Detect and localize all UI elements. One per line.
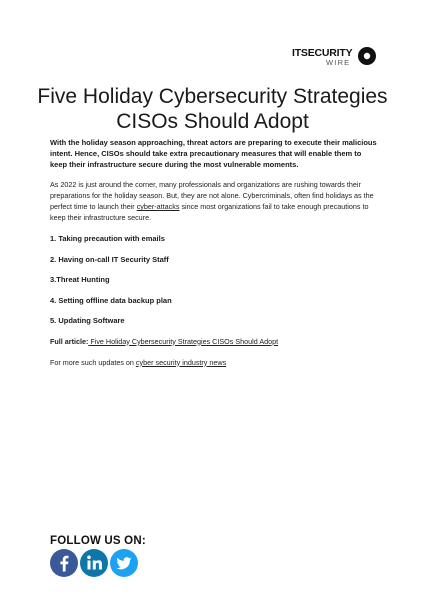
- body-text-end: since most organizations fail to take enough precautions to keep their infrastructure secure.: [50, 202, 369, 222]
- list-item: 3.Threat Hunting: [50, 275, 110, 284]
- list-item: 1. Taking precaution with emails: [50, 234, 165, 243]
- twitter-icon[interactable]: [110, 549, 138, 577]
- follow-us-label: FOLLOW US ON:: [50, 535, 146, 547]
- full-article-line: [50, 337, 378, 347]
- more-updates-text: For more such updates on: [50, 357, 136, 367]
- full-article-link[interactable]: Five Holiday Cybersecurity Strategies CISOs Should Adopt: [88, 336, 279, 346]
- linkedin-icon[interactable]: [80, 549, 108, 577]
- logo-text-top: ITSECURITY: [292, 47, 353, 59]
- cyber-attacks-link[interactable]: cyber-attacks: [136, 202, 180, 211]
- facebook-icon[interactable]: [50, 549, 78, 577]
- social-icons: [50, 549, 140, 577]
- list-item: 4. Setting offline data backup plan: [50, 295, 172, 305]
- full-article-label: Full article:: [50, 336, 89, 346]
- list-item: 2. Having on-call IT Security Staff: [50, 254, 169, 264]
- brand-logo: [292, 45, 376, 71]
- body-text-start: As 2022 is just around the corner, many professionals and organizations are rushing towards their preparations for the holiday season. But, they are not alone. Cybercriminals, often find holidays as the perfect time to launch their: [50, 180, 374, 211]
- intro-paragraph: With the holiday season approaching, threat actors are preparing to execute their malicious intent. Hence, CISOs should take extra precautionary measures that will enable them to keep their infrastructure secure during the most vulnerable moments.: [50, 138, 377, 169]
- list-item: 5. Updating Software: [50, 316, 125, 325]
- body-paragraph: [50, 179, 378, 223]
- article-body: [50, 137, 378, 379]
- industry-news-link[interactable]: cyber security industry news: [135, 357, 227, 367]
- logo-text-bottom: WIRE: [326, 58, 351, 67]
- more-updates-line: [50, 358, 378, 368]
- page-title: Five Holiday Cybersecurity Strategies CISOs Should Adopt: [37, 85, 388, 133]
- logo-mark-icon: [358, 47, 376, 65]
